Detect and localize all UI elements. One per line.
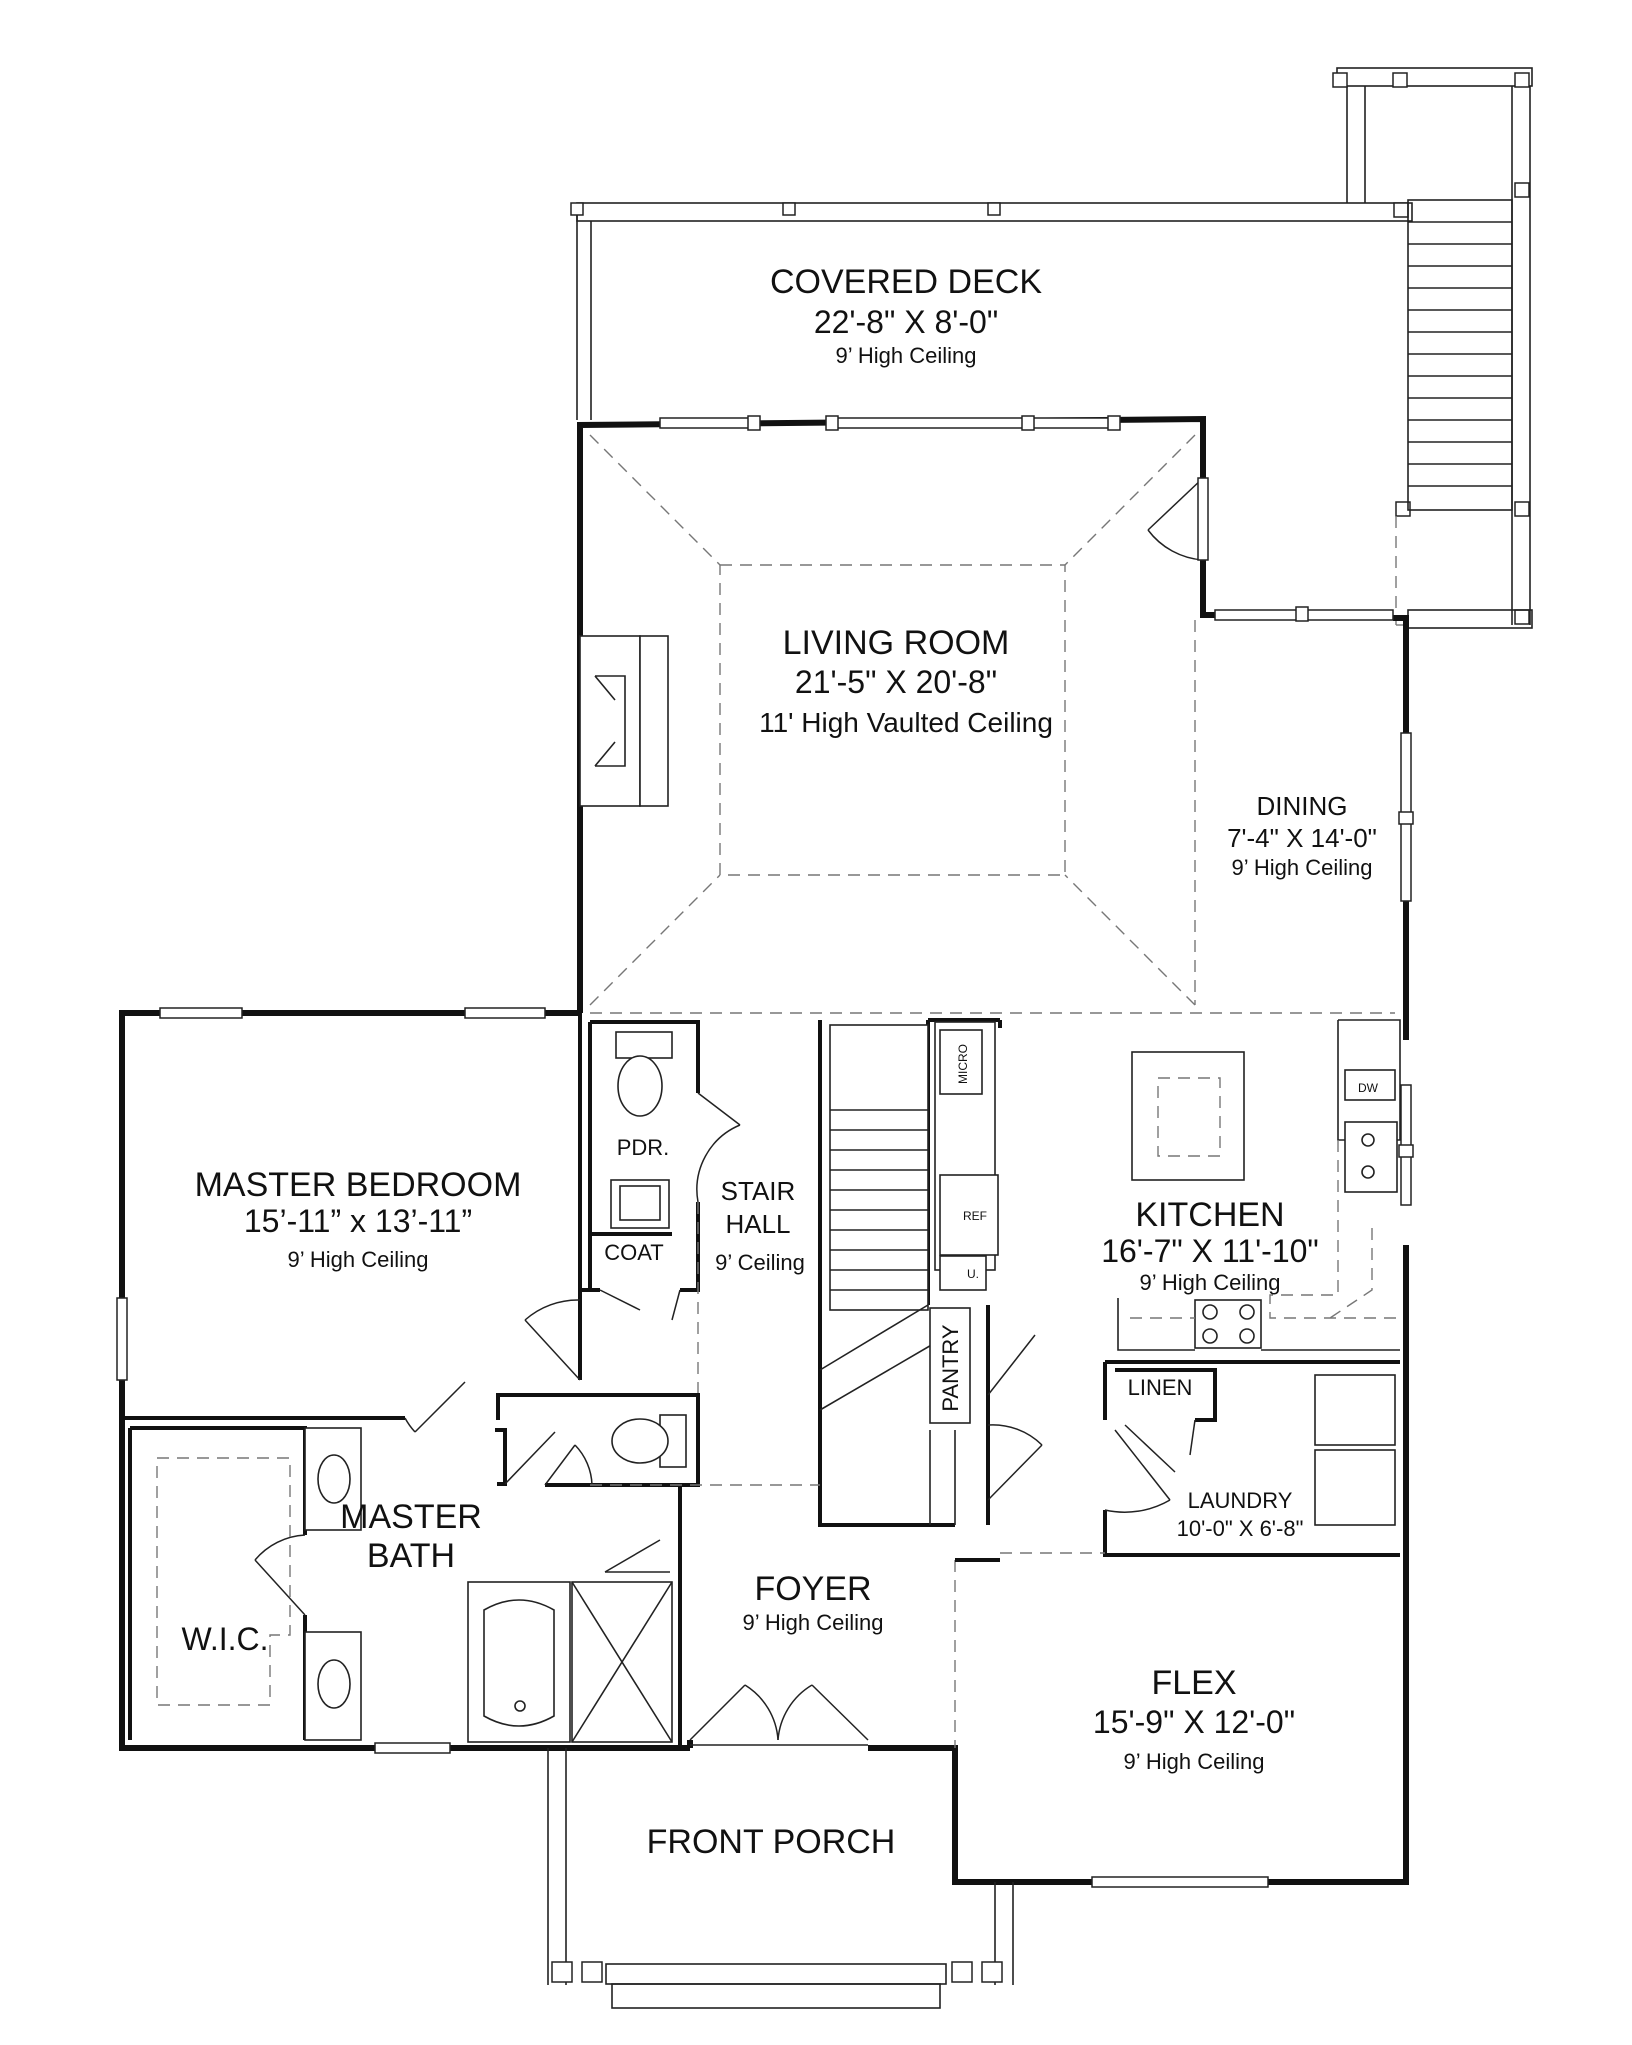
laundry-dims: 10'-0" X 6'-8" — [1176, 1516, 1304, 1541]
kitchen-dims: 16'-7" X 11'-10" — [1101, 1233, 1319, 1269]
dining-dims: 7'-4" X 14'-0" — [1227, 823, 1377, 853]
foyer-ceiling: 9’ High Ceiling — [742, 1610, 884, 1635]
covered-deck-name: COVERED DECK — [769, 263, 1043, 301]
linen-name: LINEN — [1127, 1375, 1193, 1400]
stairs — [820, 1020, 1042, 1525]
living-room-dims: 21'-5" X 20'-8" — [794, 664, 998, 700]
u-label: U. — [967, 1267, 979, 1281]
dining-ceiling: 9’ High Ceiling — [1231, 855, 1373, 880]
front-porch-structure — [548, 1748, 1013, 2008]
covered-deck-structure — [571, 68, 1532, 628]
wic-name: W.I.C. — [181, 1621, 269, 1657]
kitchen-cabinets — [935, 1020, 1400, 1350]
laundry-name: LAUNDRY — [1187, 1488, 1293, 1513]
foyer-name: FOYER — [754, 1570, 872, 1608]
fireplace — [580, 636, 668, 806]
master-bath-line1: MASTER — [340, 1498, 482, 1536]
kitchen-ceiling: 9’ High Ceiling — [1139, 1270, 1281, 1295]
master-bedroom-ceiling: 9’ High Ceiling — [287, 1247, 429, 1272]
living-room-ceiling: 11' High Vaulted Ceiling — [759, 707, 1053, 738]
flex-ceiling: 9’ High Ceiling — [1123, 1749, 1265, 1774]
living-room-name: LIVING ROOM — [782, 624, 1010, 662]
coat-closet-name: COAT — [604, 1240, 664, 1265]
dining-name: DINING — [1256, 791, 1348, 821]
powder-room — [580, 1013, 740, 1430]
flex-name: FLEX — [1151, 1664, 1237, 1702]
stair-hall-ceiling: 9’ Ceiling — [715, 1250, 805, 1275]
master-bedroom-name: MASTER BEDROOM — [194, 1166, 522, 1204]
powder-room-name: PDR. — [616, 1135, 670, 1160]
micro-label: MICRO — [956, 1044, 970, 1084]
pantry-name: PANTRY — [938, 1324, 963, 1412]
ref-label: REF — [963, 1209, 987, 1223]
dw-label: DW — [1358, 1081, 1378, 1095]
covered-deck-ceiling: 9’ High Ceiling — [835, 343, 977, 368]
covered-deck-dims: 22'-8" X 8'-0" — [813, 304, 999, 340]
flex-dims: 15'-9" X 12'-0" — [1092, 1704, 1296, 1740]
kitchen-name: KITCHEN — [1135, 1196, 1285, 1234]
master-bedroom-dims: 15’-11” x 13’-11” — [243, 1203, 473, 1239]
stair-hall-line1: STAIR — [720, 1176, 796, 1206]
front-porch-name: FRONT PORCH — [646, 1823, 896, 1861]
stair-hall-line2: HALL — [725, 1209, 791, 1239]
master-bath-line2: BATH — [366, 1537, 456, 1575]
